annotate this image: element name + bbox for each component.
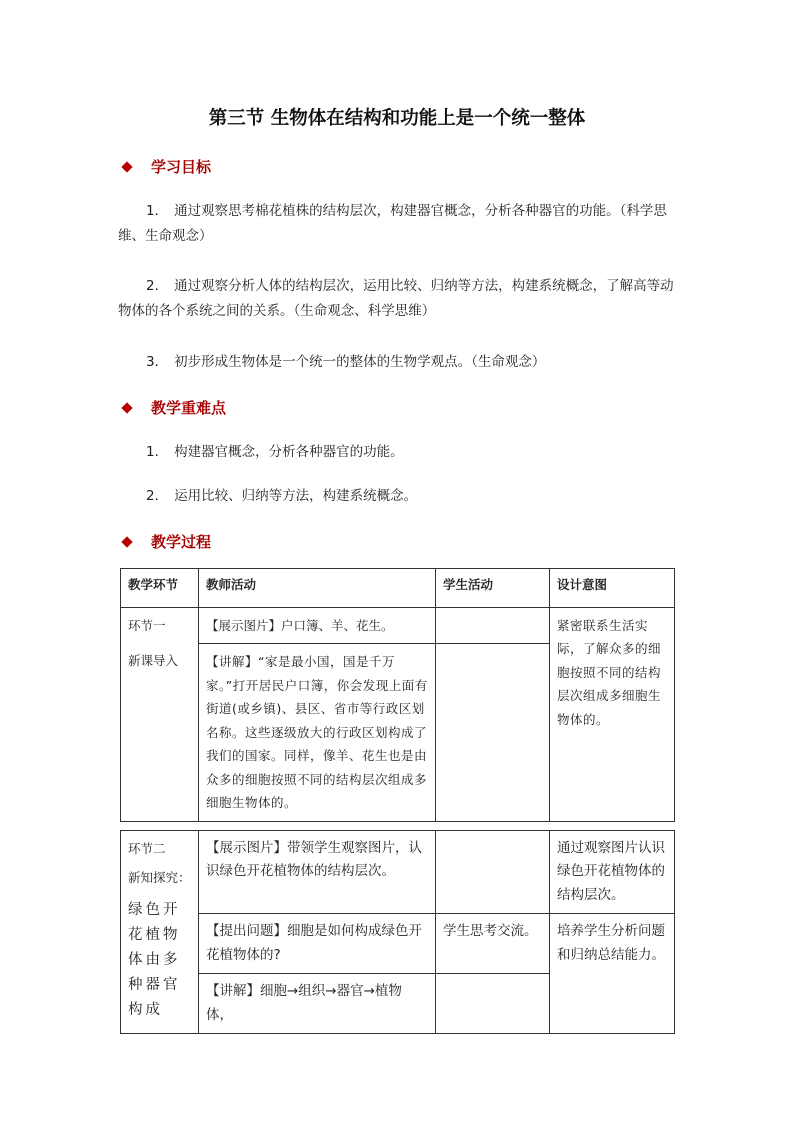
section-heading-key-points: [120, 397, 226, 418]
teacher-cell: 【讲解】“家是最小国，国是千万家。”打开居民户口簿，你会发现上面有街道(或乡镇)、县区、省市等行政区划名称。这些逐级放大的行政区划构成了我们的国家。同样，像羊、花生也是由众多的细胞按照不同的结构层次组成多细胞生物体的。: [199, 644, 436, 822]
stage-name: 环节一: [128, 617, 166, 633]
table-row: [121, 830, 675, 914]
student-cell: 学生思考交流。: [436, 914, 550, 974]
section-heading-goals: [120, 156, 211, 177]
student-cell: [436, 830, 550, 914]
intent-cell: 紧密联系生活实际，了解众多的细胞按照不同的结构层次组成多细胞生物体的。: [550, 607, 675, 821]
table-row: [121, 607, 675, 644]
student-cell: [436, 607, 550, 644]
stage-desc: 新知探究：: [128, 870, 191, 885]
student-cell: [436, 644, 550, 822]
goal-item: 2． 通过观察分析人体的结构层次，运用比较、归纳等方法，构建系统概念，了解高等动物体的各个系统之间的关系。（生命观念、科学思维）: [118, 278, 674, 319]
header-stage: 教学环节: [121, 569, 199, 608]
page-title: 第三节 生物体在结构和功能上是一个统一整体: [208, 108, 586, 129]
teacher-cell: 【讲解】细胞→组织→器官→植物体，: [199, 974, 436, 1034]
table-row: [121, 914, 675, 974]
goal-item: 3． 初步形成生物体是一个统一的整体的生物学观点。（生命观念）: [146, 354, 546, 370]
header-student: 学生活动: [436, 569, 550, 608]
key-point-item: 2． 运用比较、归纳等方法，构建系统概念。: [146, 488, 418, 504]
table-header-row: [121, 569, 675, 608]
section-heading-process: [120, 531, 211, 552]
stage-desc: 新课导入: [128, 653, 179, 668]
teacher-cell: 【展示图片】户口簿、羊、花生。: [199, 607, 436, 644]
diamond-bullet-icon: [121, 536, 132, 547]
stage-cell: [121, 607, 199, 821]
student-cell: [436, 974, 550, 1034]
diamond-bullet-icon: [121, 402, 132, 413]
section-heading-label: 教学重难点: [151, 399, 227, 417]
stage-name: 环节二: [128, 840, 166, 856]
section-heading-label: 教学过程: [151, 533, 212, 551]
section-heading-label: 学习目标: [151, 158, 212, 176]
stage-cell: [121, 830, 199, 1034]
teacher-cell: 【提出问题】细胞是如何构成绿色开花植物体的?: [199, 914, 436, 974]
header-intent: 设计意图: [550, 569, 675, 608]
intent-cell: 培养学生分析问题和归纳总结能力。: [550, 914, 675, 1034]
teaching-process-table: [120, 568, 675, 1034]
teacher-cell: 【展示图片】带领学生观察图片，认识绿色开花植物体的结构层次。: [199, 830, 436, 914]
stage-topic: 绿色开花植物体由多种器官构成: [128, 901, 181, 1018]
header-teacher: 教师活动: [199, 569, 436, 608]
goal-item: 1． 通过观察思考棉花植株的结构层次，构建器官概念，分析各种器官的功能。（科学思维、生命观念）: [118, 203, 667, 244]
key-point-item: 1． 构建器官概念，分析各种器官的功能。: [146, 444, 404, 460]
diamond-bullet-icon: [121, 161, 132, 172]
intent-cell: 通过观察图片认识绿色开花植物体的结构层次。: [550, 830, 675, 914]
